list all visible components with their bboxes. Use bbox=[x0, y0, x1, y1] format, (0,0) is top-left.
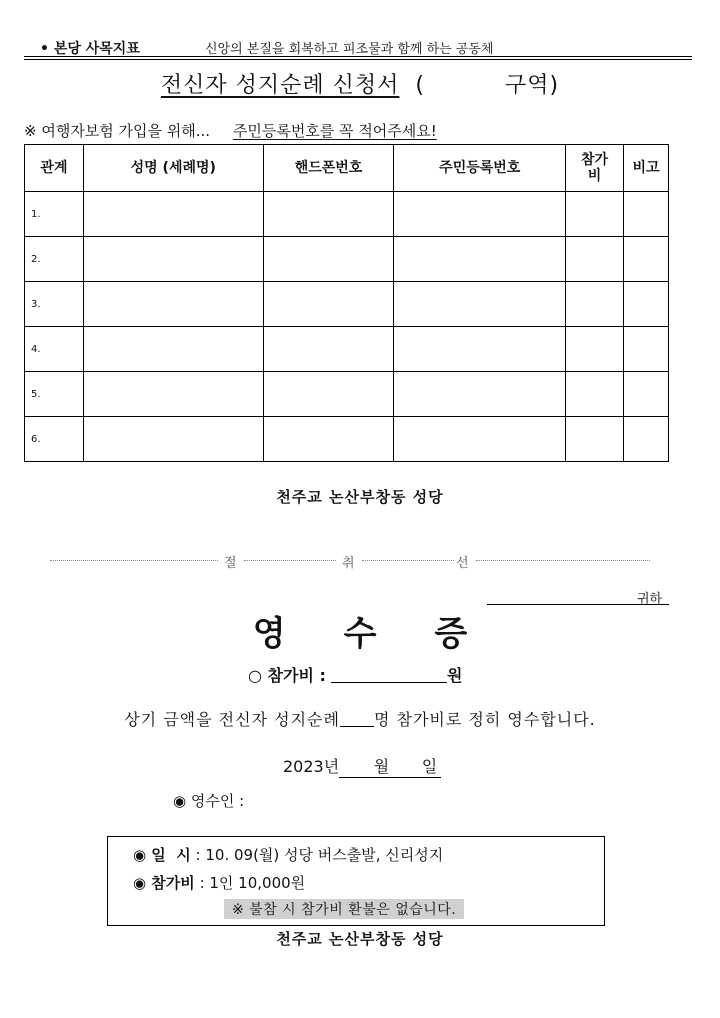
phone-cell[interactable] bbox=[263, 372, 394, 417]
insurance-notice-emphasis: 주민등록번호를 꼭 적어주세요! bbox=[232, 122, 437, 140]
table-row bbox=[25, 282, 669, 327]
name-cell[interactable] bbox=[83, 327, 263, 372]
relation-cell[interactable]: 3. bbox=[25, 282, 84, 327]
receipt-statement-before: 상기 금액을 전신자 성지순례 bbox=[124, 710, 340, 729]
col-header-name: 성명 (세례명) bbox=[83, 145, 263, 192]
table-row bbox=[25, 372, 669, 417]
fee-cell[interactable] bbox=[566, 327, 624, 372]
table-row bbox=[25, 327, 669, 372]
resident-number-cell[interactable] bbox=[394, 327, 566, 372]
refund-note: ※ 불참 시 참가비 환불은 없습니다. bbox=[224, 899, 464, 919]
name-cell[interactable] bbox=[83, 372, 263, 417]
col-header-note: 비고 bbox=[624, 145, 669, 192]
header-divider bbox=[24, 59, 692, 60]
receipt-month: 월 bbox=[373, 757, 390, 776]
fee-cell[interactable] bbox=[566, 282, 624, 327]
cut-dots bbox=[362, 560, 454, 561]
receipt-year: 2023년 bbox=[283, 757, 340, 776]
relation-cell[interactable]: 4. bbox=[25, 327, 84, 372]
receipt-title: 영수증 bbox=[252, 614, 526, 654]
cut-char: 선 bbox=[456, 556, 469, 571]
receipt-statement bbox=[0, 707, 720, 730]
phone-cell[interactable] bbox=[263, 237, 394, 282]
cut-char: 절 bbox=[224, 556, 237, 571]
name-cell[interactable] bbox=[83, 417, 263, 462]
form-title-district: 구역) bbox=[505, 73, 560, 98]
phone-cell[interactable] bbox=[263, 417, 394, 462]
application-table bbox=[24, 144, 669, 462]
phone-cell[interactable] bbox=[263, 192, 394, 237]
church-name: 천주교 논산부창동 성당 bbox=[276, 488, 444, 506]
note-cell[interactable] bbox=[624, 417, 669, 462]
fee-cell[interactable] bbox=[566, 192, 624, 237]
col-header-resident-number: 주민등록번호 bbox=[394, 145, 566, 192]
receipt-date bbox=[283, 754, 441, 778]
receipt-day: 일 bbox=[421, 757, 438, 776]
form-title bbox=[0, 68, 720, 99]
insurance-notice-prefix: ※ 여행자보험 가입을 위해... bbox=[24, 122, 211, 140]
cut-char: 취 bbox=[342, 556, 355, 571]
receipt-day-field[interactable] bbox=[389, 754, 441, 778]
note-cell[interactable] bbox=[624, 372, 669, 417]
fee-cell[interactable] bbox=[566, 237, 624, 282]
table-row bbox=[25, 237, 669, 282]
receipt-fee-field[interactable] bbox=[331, 666, 447, 683]
name-cell[interactable] bbox=[83, 237, 263, 282]
fee-info-label: ◉ 참가비 bbox=[133, 874, 195, 892]
relation-cell[interactable]: 1. bbox=[25, 192, 84, 237]
receipt-fee-unit: 원 bbox=[446, 666, 463, 685]
fee-cell[interactable] bbox=[566, 372, 624, 417]
phone-cell[interactable] bbox=[263, 327, 394, 372]
col-header-fee bbox=[566, 145, 624, 192]
insurance-notice bbox=[24, 120, 437, 141]
col-header-fee-line2: 비 bbox=[587, 168, 602, 184]
pastoral-goal-text: 신앙의 본질을 회복하고 피조물과 함께 하는 공동체 bbox=[205, 42, 494, 57]
note-cell[interactable] bbox=[624, 327, 669, 372]
phone-cell[interactable] bbox=[263, 282, 394, 327]
resident-number-cell[interactable] bbox=[394, 282, 566, 327]
fee-info-value: : 1인 10,000원 bbox=[199, 874, 306, 892]
schedule-line bbox=[133, 844, 443, 865]
participant-count-field[interactable] bbox=[340, 712, 374, 727]
relation-cell[interactable]: 5. bbox=[25, 372, 84, 417]
note-cell[interactable] bbox=[624, 192, 669, 237]
cut-line bbox=[50, 552, 650, 571]
header-divider bbox=[24, 56, 692, 57]
schedule-value: : 10. 09(월) 성당 버스출발, 신리성지 bbox=[195, 846, 444, 864]
col-header-phone: 핸드폰번호 bbox=[263, 145, 394, 192]
fee-info-line bbox=[133, 872, 305, 893]
addressee-label: 귀하 bbox=[637, 592, 663, 607]
resident-number-cell[interactable] bbox=[394, 417, 566, 462]
name-cell[interactable] bbox=[83, 282, 263, 327]
col-header-fee-line1: 참가 bbox=[581, 152, 609, 168]
cut-dots bbox=[50, 560, 218, 561]
receipt-statement-after: 명 참가비로 정히 영수합니다. bbox=[373, 710, 596, 729]
receipt-month-field[interactable] bbox=[339, 754, 389, 778]
table-row bbox=[25, 192, 669, 237]
form-title-main: 전신자 성지순례 신청서 bbox=[160, 73, 400, 98]
cut-dots bbox=[244, 560, 336, 561]
fee-cell[interactable] bbox=[566, 417, 624, 462]
receiver-label: ◉ 영수인 : bbox=[173, 792, 245, 810]
receipt-fee-label: ○ 참가비 : bbox=[248, 666, 326, 685]
footer-church-name: 천주교 논산부창동 성당 bbox=[276, 930, 444, 948]
note-cell[interactable] bbox=[624, 282, 669, 327]
receipt-fee-line bbox=[248, 663, 462, 686]
relation-cell[interactable]: 6. bbox=[25, 417, 84, 462]
schedule-label: ◉ 일 시 bbox=[133, 846, 191, 864]
resident-number-cell[interactable] bbox=[394, 192, 566, 237]
note-cell[interactable] bbox=[624, 237, 669, 282]
form-title-paren: ( bbox=[415, 73, 425, 98]
cut-dots bbox=[476, 560, 650, 561]
name-cell[interactable] bbox=[83, 192, 263, 237]
pastoral-goal-label: • 본당 사목지표 bbox=[40, 41, 140, 57]
relation-cell[interactable]: 2. bbox=[25, 237, 84, 282]
resident-number-cell[interactable] bbox=[394, 372, 566, 417]
table-row bbox=[25, 417, 669, 462]
col-header-relation: 관계 bbox=[25, 145, 84, 192]
resident-number-cell[interactable] bbox=[394, 237, 566, 282]
